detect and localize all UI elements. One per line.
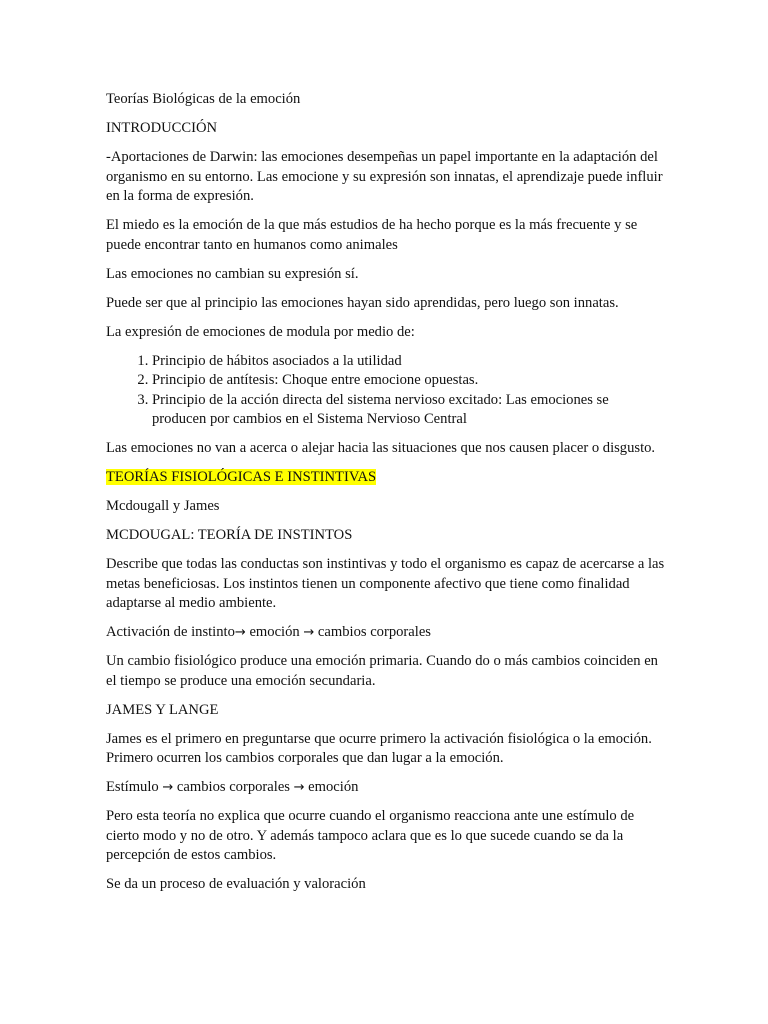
paragraph-no-cambian: Las emociones no cambian su expresión sí. [106,265,359,282]
chain-step: emoción [249,624,304,640]
list-item: 2. Principio de antítesis: Choque entre emocione opuestas. [152,371,666,391]
arrow-icon: → [234,625,246,640]
arrow-icon: → [162,780,174,795]
paragraph-describe: Describe que todas las conductas son instintivas y todo el organismo es capaz de acercarse a las metas beneficiosas. Los instintos tienen un componente afectivo que tiene como finalidad adaptarse al medio ambiente. [106,556,665,611]
chain-step: Activación de instinto [106,624,235,640]
paragraph-james: James es el primero en preguntarse que ocurre primero la activación fisiológica o la emoción. Primero ocurren los cambios corporales que dan lugar a la emoción. [106,730,652,766]
chain-step: cambios corporales [173,779,294,795]
highlighted-heading: TEORÍAS FISIOLÓGICAS E INSTINTIVAS [106,469,377,485]
paragraph-cambio: Un cambio fisiológico produce una emoción primaria. Cuando do o más cambios coinciden en el tiempo se produce una emoción secundaria. [106,653,658,689]
chain-stimulus [106,778,666,798]
paragraph-pero: Pero esta teoría no explica que ocurre cuando el organismo reacciona ante une estímulo de cierto modo y no de otro. Y además tampoco aclara que es lo que sucede cuando se da la percepción de estos cambios. [106,808,635,863]
arrow-icon: → [303,625,315,640]
chain-instinct [106,623,666,643]
paragraph-acerca: Las emociones no van a acerca o alejar hacia las situaciones que nos causen placer o disgusto. [106,440,656,456]
paragraph-darwin: -Aportaciones de Darwin: las emociones desempeñas un papel importante en la adaptación del organismo en su entorno. Las emocione y su expresión son innatas, el aprendizaje puede influir en la forma de expresión. [106,149,663,204]
paragraph-modula: La expresión de emociones de modula por medio de: [106,323,415,340]
intro-heading: INTRODUCCIÓN [106,120,218,136]
james-heading: JAMES Y LANGE [106,701,219,718]
principles-list [106,352,666,430]
paragraph-proceso: Se da un proceso de evaluación y valoración [106,876,366,892]
paragraph-miedo: El miedo es la emoción de la que más estudios de ha hecho porque es la más frecuente y se puede encontrar tanto en humanos como animales [106,217,638,253]
mcdougal-heading: MCDOUGAL: TEORÍA DE INSTINTOS [106,527,353,543]
chain-step: Estímulo [106,779,163,795]
list-item: 3. Principio de la acción directa del sistema nervioso excitado: Las emociones se producen por cambios en el Sistema Nervioso Central [152,391,666,430]
chain-step: cambios corporales [314,624,431,640]
document-title: Teorías Biológicas de la emoción [106,91,301,107]
highlighted-heading-line [106,468,666,488]
paragraph-principio: Puede ser que al principio las emociones hayan sido aprendidas, pero luego son innatas. [106,294,619,311]
arrow-icon: → [293,780,305,795]
document-body [106,90,666,904]
chain-step: emoción [304,779,359,795]
list-item: 1. Principio de hábitos asociados a la utilidad [152,352,666,372]
paragraph-authors: Mcdougall y James [106,498,220,514]
